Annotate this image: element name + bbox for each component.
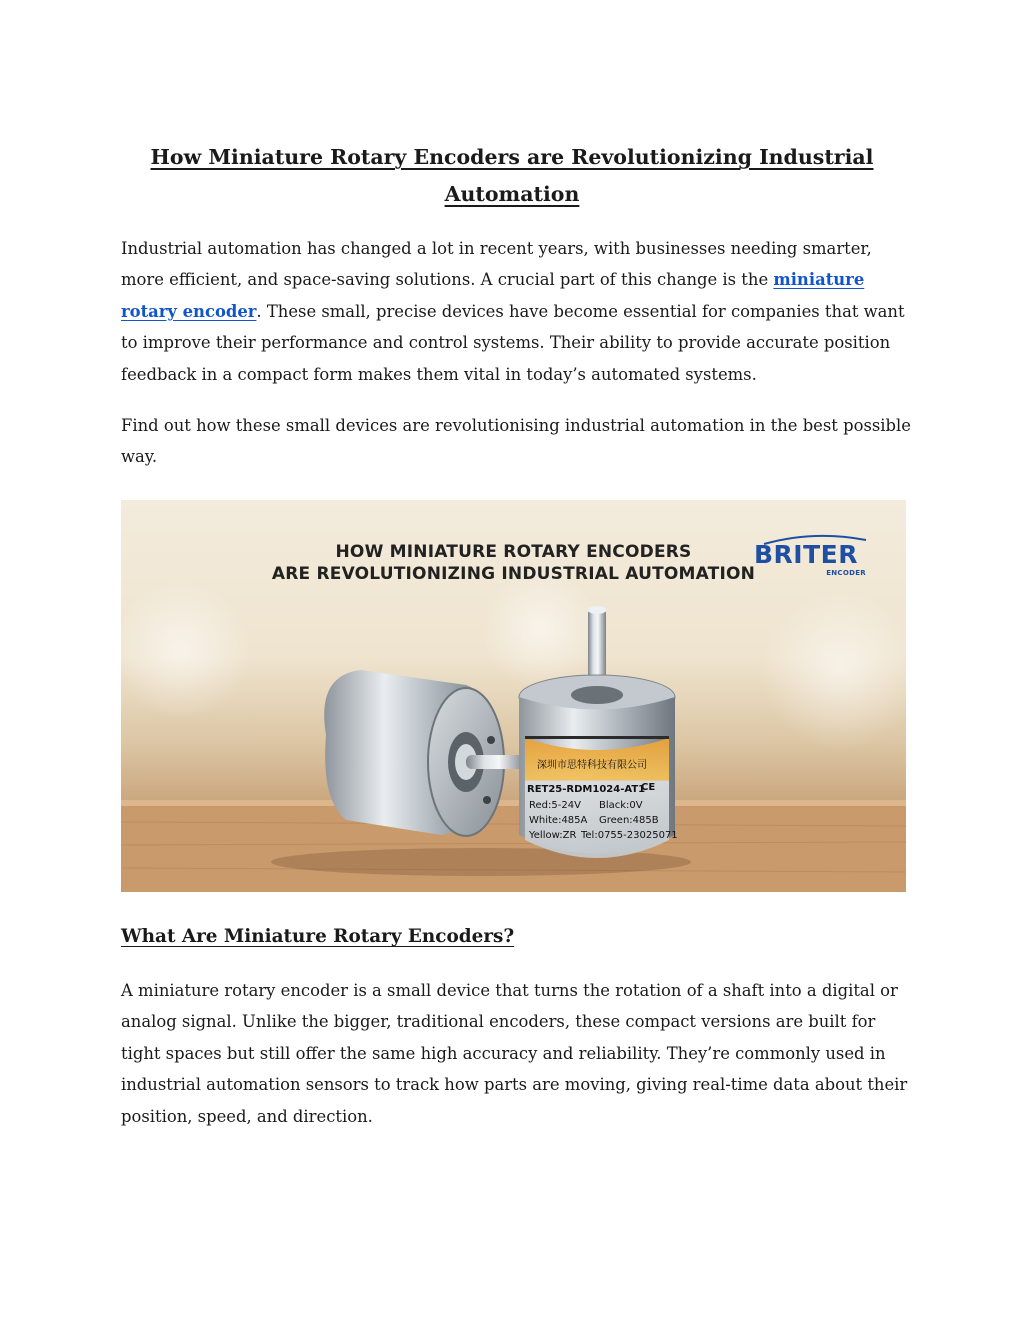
intro-text-before-link: Industrial automation has changed a lot in recent years, with businesses needing smarter, more efficient, and space-saving solutions. A crucial part of this change is the (121, 239, 872, 290)
ce-mark-icon: CE (641, 782, 656, 793)
label-line3-right: Tel:0755-23025071 (581, 830, 678, 841)
section-heading: What Are Miniature Rotary Encoders? (121, 926, 515, 947)
article-title: How Miniature Rotary Encoders are Revolutionizing Industrial Automation (150, 145, 874, 206)
second-paragraph: Find out how these small devices are revolutionising industrial automation in the best possible way. (121, 416, 911, 467)
banner-heading-line2: ARE REVOLUTIONIZING INDUSTRIAL AUTOMATION (271, 564, 756, 584)
brand-name: BRITER (754, 540, 858, 569)
article-banner-image (121, 500, 906, 892)
label-line2-right: Green:485B (599, 815, 659, 826)
label-line3-left: Yellow:ZR (529, 830, 577, 841)
bokeh-light (121, 580, 251, 720)
briter-logo (754, 538, 874, 584)
section-paragraph: A miniature rotary encoder is a small device that turns the rotation of a shaft into a digital or analog signal. Unlike the bigger, traditional encoders, these compact versions are built for tight spaces but still offer the same high accuracy and reliability. They’re commonly used in industrial automation sensors to track how parts are moving, giving real-time data about their position, speed, and direction. (121, 981, 908, 1126)
logo-swoosh-icon (754, 534, 874, 546)
label-company: 深圳市思特科技有限公司 (537, 760, 647, 771)
bokeh-light (481, 570, 601, 690)
intro-text-after-link: . These small, precise devices have become essential for companies that want to improve their performance and control systems. Their ability to provide accurate position feedback in a compact form makes them vital in today’s automated systems. (121, 301, 905, 384)
banner-heading-line1: HOW MINIATURE ROTARY ENCODERS (335, 542, 692, 562)
label-line1-right: Black:0V (599, 800, 643, 811)
wooden-table (121, 800, 906, 892)
label-line1-left: Red:5-24V (529, 800, 581, 811)
table-edge (121, 800, 906, 806)
miniature-rotary-encoder-link[interactable]: miniature rotary encoder (121, 270, 865, 321)
label-line2-left: White:485A (529, 815, 588, 826)
bokeh-light (761, 590, 906, 750)
brand-subtitle: ENCODER (826, 569, 866, 577)
intro-paragraph (121, 233, 911, 390)
label-model: RET25-RDM1024-AT1 (527, 784, 646, 795)
